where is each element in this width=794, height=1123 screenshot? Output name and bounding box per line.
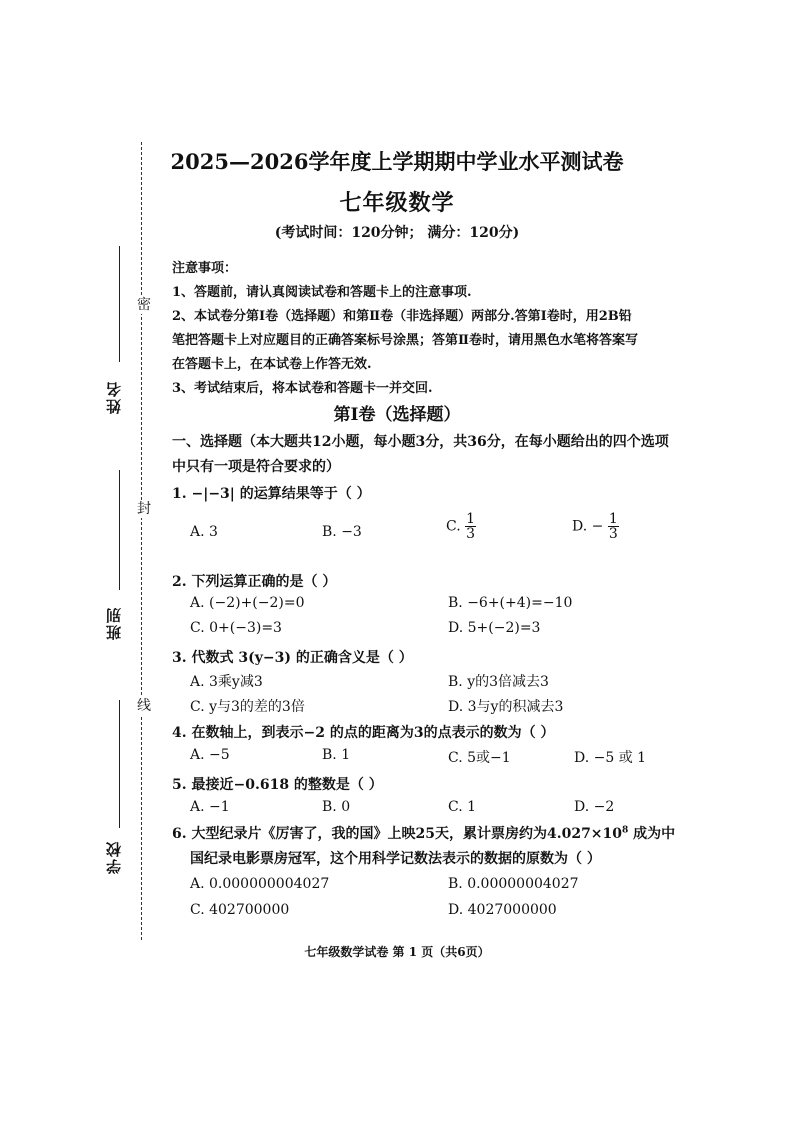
question-1-stem: 1. −|−3| 的运算结果等于（ ） — [172, 486, 371, 502]
q1-option-b: B. −3 — [322, 524, 362, 540]
q6-stem-part-b: 成为中 — [628, 826, 676, 842]
q6-option-c: C. 402700000 — [190, 902, 290, 918]
q2-option-d: D. 5+(−2)=3 — [448, 620, 541, 636]
notes-block — [172, 257, 692, 401]
exam-info: (考试时间：120分钟； 满分：120分) — [274, 225, 520, 241]
fraction-denominator: 3 — [466, 526, 476, 542]
q1-option-c-prefix: C. — [446, 518, 461, 535]
class-fill-line — [119, 470, 120, 590]
q2-option-a: A. (−2)+(−2)=0 — [190, 595, 305, 611]
fraction-denominator: 3 — [608, 526, 618, 542]
q1-option-a: A. 3 — [190, 524, 218, 540]
fraction-numerator: 1 — [608, 511, 618, 527]
name-field-label: 姓名 — [105, 380, 123, 414]
question-5-stem: 5. 最接近−0.618 的整数是（ ） — [172, 777, 383, 793]
question-2-stem: 2. 下列运算正确的是（ ） — [172, 574, 337, 590]
section-intro-line: 一、选择题（本大题共12小题，每小题3分，共36分，在每小题给出的四个选项 — [172, 434, 669, 450]
q4-option-b: B. 1 — [322, 747, 351, 763]
q2-option-c: C. 0+(−3)=3 — [190, 620, 282, 636]
seal-dashed-line — [141, 142, 142, 940]
exam-subject: 七年级数学 — [339, 190, 455, 216]
q6-stem-part-a: 6. 大型纪录片《厉害了，我的国》上映25天，累计票房约为4.027×10 — [172, 826, 623, 842]
q6-option-b: B. 0.00000004027 — [448, 876, 579, 892]
notes-item: 在答题卡上，在本试卷上作答无效. — [172, 357, 372, 372]
q4-option-c: C. 5或−1 — [448, 750, 511, 766]
q1-option-c-fraction — [465, 512, 476, 541]
seal-char-feng: 封 — [137, 501, 151, 517]
q6-option-d: D. 4027000000 — [448, 902, 557, 918]
q3-option-c: C. y与3的差的3倍 — [190, 699, 305, 715]
exam-title: 2025—2026学年度上学期期中学业水平测试卷 — [170, 149, 624, 174]
notes-item: 3、考试结束后，将本试卷和答题卡一并交回. — [172, 381, 433, 396]
notes-heading: 注意事项： — [172, 261, 238, 276]
q1-option-c — [446, 512, 476, 541]
q6-option-a: A. 0.000000004027 — [190, 876, 330, 892]
q3-option-a: A. 3乘y减3 — [190, 674, 263, 690]
page-footer: 七年级数学试卷 第 1 页（共6页） — [304, 945, 490, 959]
section-intro-line: 中只有一项是符合要求的） — [172, 459, 340, 475]
class-field-label: 班别 — [105, 606, 123, 640]
q2-option-b: B. −6+(+4)=−10 — [448, 595, 573, 611]
q4-option-d: D. −5 或 1 — [574, 750, 647, 766]
q3-option-b: B. y的3倍减去3 — [448, 674, 549, 690]
q1-option-d — [572, 512, 619, 541]
q1-option-d-prefix: D. − — [572, 518, 604, 535]
q4-option-a: A. −5 — [190, 747, 230, 763]
question-6-stem-line1 — [172, 823, 675, 843]
notes-item: 1、答题前，请认真阅读试卷和答题卡上的注意事项. — [172, 285, 472, 300]
question-3-stem: 3. 代数式 3(y−3) 的正确含义是（ ） — [172, 650, 413, 666]
school-field-label: 学校 — [105, 840, 123, 874]
q5-option-c: C. 1 — [448, 799, 477, 815]
seal-char-xian: 线 — [137, 698, 151, 714]
fraction-numerator: 1 — [466, 511, 476, 527]
q6-exponent: 8 — [622, 825, 629, 836]
q5-option-b: B. 0 — [322, 799, 351, 815]
seal-char-mi: 密 — [137, 297, 151, 313]
q3-option-d: D. 3与y的积减去3 — [448, 699, 564, 715]
notes-item: 2、本试卷分第Ⅰ卷（选择题）和第Ⅱ卷（非选择题）两部分.答第Ⅰ卷时，用2B铅 — [172, 309, 632, 324]
q1-option-d-fraction — [608, 512, 619, 541]
school-fill-line — [119, 700, 120, 828]
section-title: 第Ⅰ卷（选择题） — [333, 405, 461, 425]
name-fill-line — [119, 246, 120, 362]
notes-item: 笔把答题卡上对应题目的正确答案标号涂黑；答第Ⅱ卷时，请用黑色水笔将答案写 — [172, 333, 638, 348]
q5-option-a: A. −1 — [190, 799, 230, 815]
question-4-stem: 4. 在数轴上，到表示−2 的点的距离为3的点表示的数为（ ） — [172, 725, 555, 741]
question-6-stem-line2: 国纪录电影票房冠军，这个用科学记数法表示的数据的原数为（ ） — [190, 851, 601, 867]
section-intro — [172, 430, 692, 480]
q5-option-d: D. −2 — [574, 799, 615, 815]
